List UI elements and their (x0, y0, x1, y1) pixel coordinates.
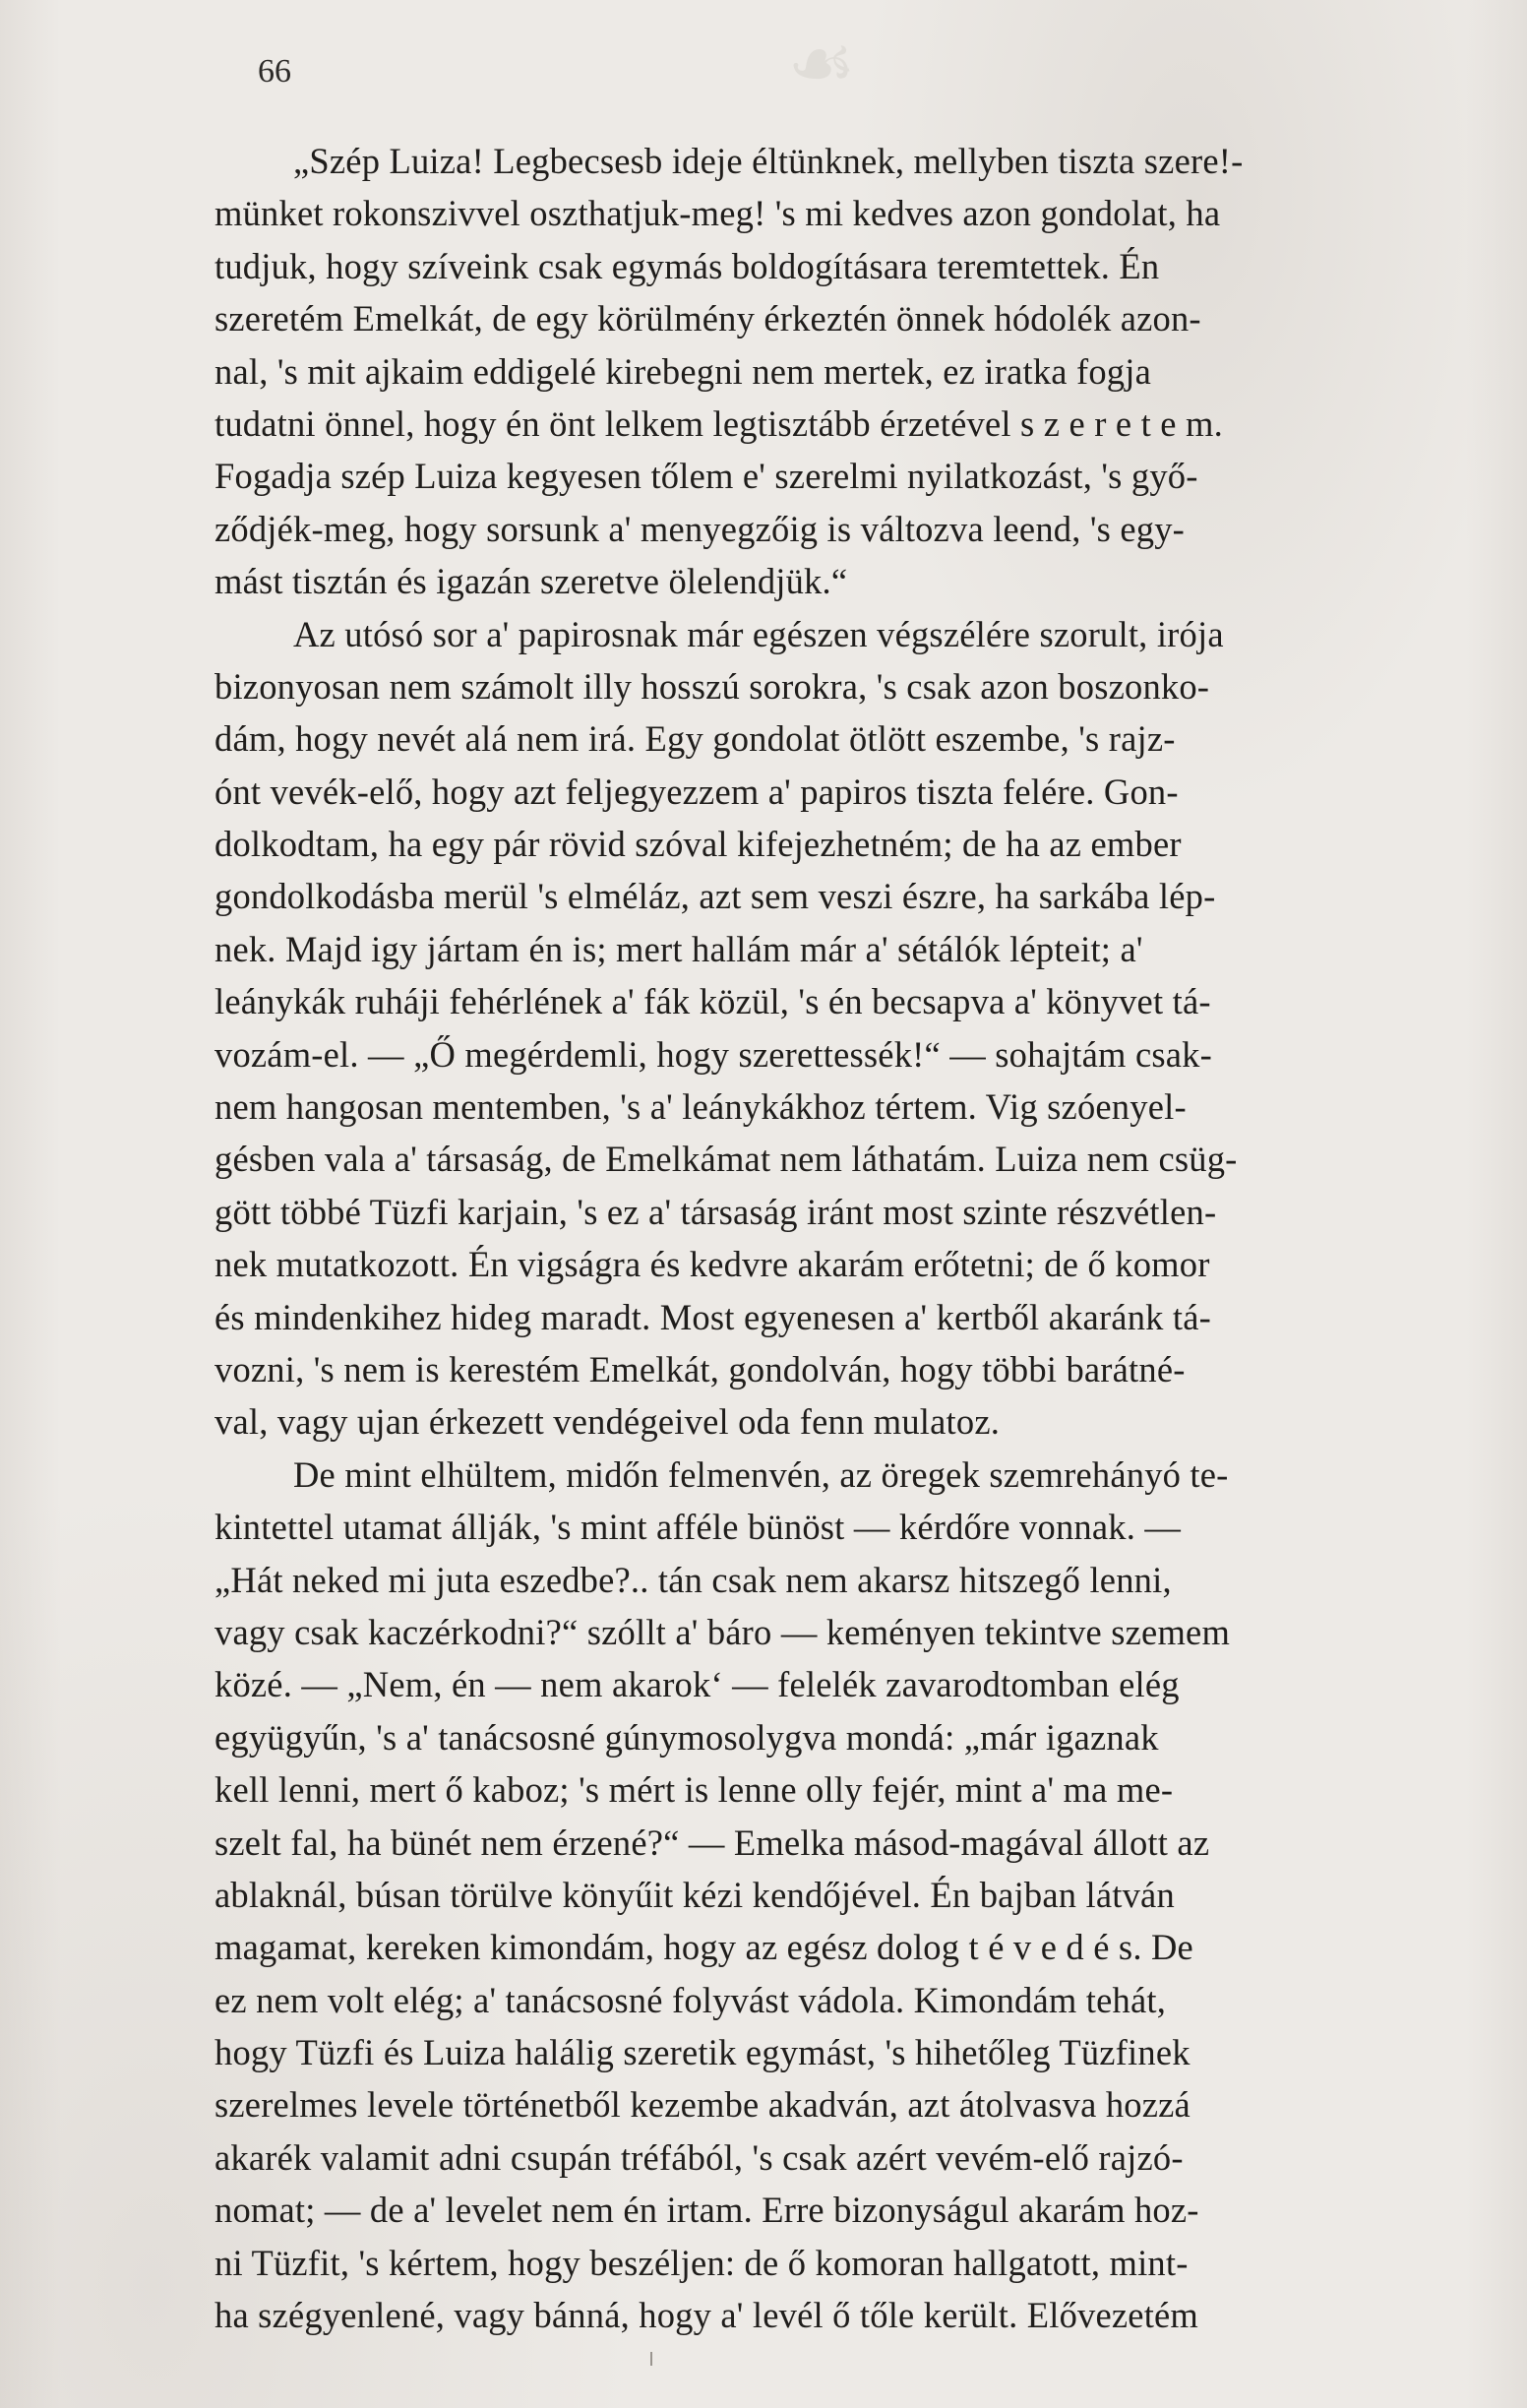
text-line: Fogadja szép Luiza kegyesen tőlem e' szerelmi nyilatkozást, 's győ- (214, 456, 1198, 497)
text-line: leánykák ruháji fehérlének a' fák közül, 's én becsapva a' könyvet tá- (214, 981, 1211, 1022)
text-line: „Hát neked mi juta eszedbe?.. tán csak nem akarsz hitszegő lenni, (214, 1559, 1172, 1600)
text-line: dám, hogy nevét alá nem irá. Egy gondolat ötlött eszembe, 's rajz- (214, 718, 1176, 760)
text-line: nek. Majd igy jártam én is; mert hallám már a' sétálók lépteit; a' (214, 928, 1143, 969)
text-line: és mindenkihez hideg maradt. Most egyenesen a' kertből akaránk tá- (214, 1296, 1212, 1337)
text-line: gésben vala a' társaság, de Emelkámat nem láthatám. Luiza nem csüg- (214, 1139, 1238, 1180)
text-line: ónt vevék-elő, hogy azt feljegyezzem a' papiros tiszta felére. Gon- (214, 771, 1179, 812)
text-line: ni Tüzfit, 's kértem, hogy beszéljen: de ő komoran hallgatott, mint- (214, 2242, 1189, 2283)
page-number: 66 (258, 53, 291, 90)
text-line: nomat; — de a' levelet nem én irtam. Erre bizonyságul akarám hoz- (214, 2190, 1199, 2231)
text-line: magamat, kereken kimondám, hogy az egész dolog t é v e d é s. De (214, 1927, 1193, 1968)
text-line: De mint elhültem, midőn felmenvén, az öregek szemrehányó te- (293, 1453, 1229, 1495)
text-line: gondolkodásba merül 's elméláz, azt sem veszi észre, ha sarkába lép- (214, 876, 1216, 917)
text-line: vagy csak kaczérkodni?“ szóllt a' báro — keményen tekintve szemem (214, 1611, 1231, 1652)
text-line: szelt fal, ha bünét nem érzené?“ — Emelka másod-magával állott az (214, 1821, 1210, 1863)
text-line: dolkodtam, ha egy pár rövid szóval kifejezhetném; de ha az ember (214, 824, 1182, 865)
text-line: közé. — „Nem, én — nem akarok‘ — felelék zavarodtomban elég (214, 1664, 1180, 1705)
text-line: mást tisztán és igazán szeretve ölelendjük.“ (214, 561, 848, 602)
text-line: együgyűn, 's a' tanácsosné gúnymosolygva mondá: „már igaznak (214, 1716, 1159, 1758)
text-line: nal, 's mit ajkaim eddigelé kirebegni nem mertek, ez iratka fogja (214, 350, 1152, 392)
text-line: münket rokonszivvel oszthatjuk-meg! 's mi kedves azon gondolat, ha (214, 193, 1221, 234)
text-line: Az utósó sor a' papirosnak már egészen végszélére szorult, irója (293, 613, 1224, 654)
text-line: ha szégyenlené, vagy bánná, hogy a' levél ő tőle került. Elővezetém (214, 2295, 1199, 2336)
text-line: „Szép Luiza! Legbecsesb ideje éltünknek, mellyben tiszta szere!- (293, 141, 1244, 181)
text-line: szerelmes levele történetből kezembe akadván, azt átolvasva hozzá (214, 2084, 1191, 2126)
text-line: nek mutatkozott. Én vigságra és kedvre akarám erőtetni; de ő komor (214, 1244, 1210, 1285)
text-line: val, vagy ujan érkezett vendégeivel oda fenn mulatoz. (214, 1401, 1001, 1443)
text-line: ződjék-meg, hogy sorsunk a' menyegzőig is változva leend, 's egy- (214, 508, 1186, 549)
show-through-mark: ☙ (787, 21, 856, 106)
body-text (214, 135, 1417, 2341)
text-line: gött többé Tüzfi karjain, 's ez a' társaság iránt most szinte részvétlen- (214, 1191, 1217, 1232)
text-line: kell lenni, mert ő kaboz; 's mért is lenne olly fejér, mint a' ma me- (214, 1769, 1174, 1811)
text-line: hogy Tüzfi és Luiza halálig szeretik egymást, 's hihetőleg Tüzfinek (214, 2032, 1191, 2073)
text-line: ez nem volt elég; a' tanácsosné folyvást vádola. Kimondám tehát, (214, 1979, 1167, 2020)
text-line: vozám-el. — „Ő megérdemli, hogy szerettessék!“ — sohajtám csak- (214, 1033, 1212, 1075)
text-line: akarék valamit adni csupán tréfából, 's csak azért vevém-elő rajzó- (214, 2136, 1184, 2178)
text-line: kintettel utamat állják, 's mint afféle bünöst — kérdőre vonnak. — (214, 1507, 1182, 1548)
text-line: vozni, 's nem is kerestém Emelkát, gondolván, hogy többi barátné- (214, 1348, 1186, 1389)
text-line: ablaknál, búsan törülve könyűit kézi kendőjével. Én bajban látván (214, 1874, 1175, 1915)
text-line: tudatni önnel, hogy én önt lelkem legtisztább érzetével s z e r e t e m. (214, 402, 1223, 444)
text-line: tudjuk, hogy szíveink csak egymás boldogításara teremtettek. Én (214, 245, 1160, 286)
text-line: szeretém Emelkát, de egy körülmény érkeztén önnek hódolék azon- (214, 298, 1201, 340)
text-line: bizonyosan nem számolt illy hosszú sorokra, 's csak azon boszonko- (214, 665, 1210, 707)
text-line: nem hangosan mentemben, 's a' leánykákhoz tértem. Vig szóenyel- (214, 1086, 1187, 1128)
paper-mark (650, 2352, 652, 2366)
